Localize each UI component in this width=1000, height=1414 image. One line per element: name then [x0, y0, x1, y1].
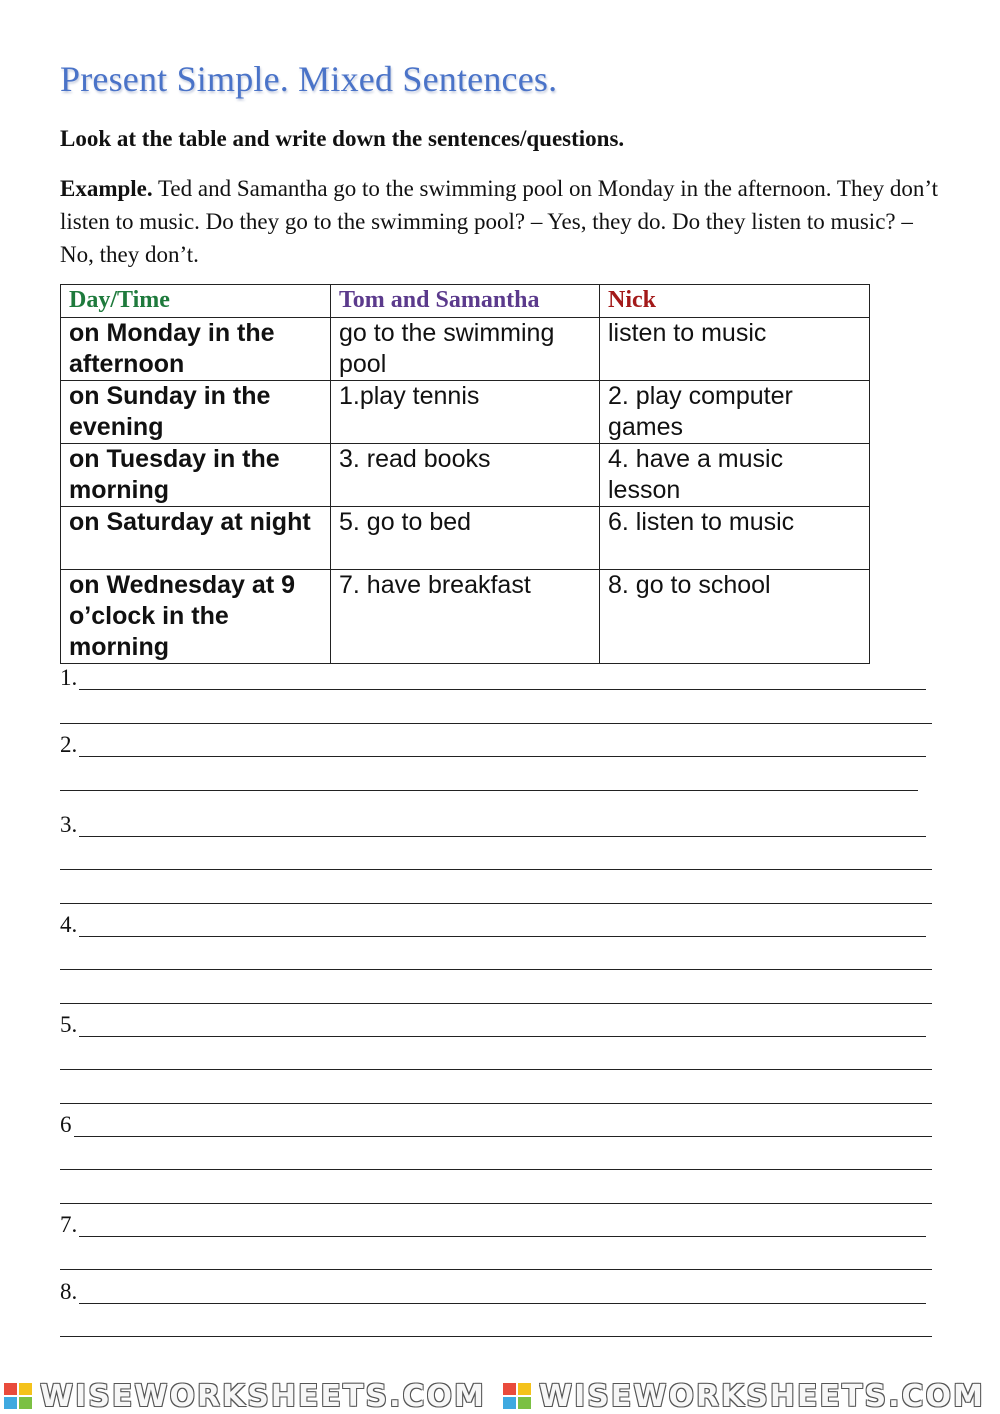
day-cell: on Saturday at night	[61, 507, 331, 570]
schedule-table	[60, 284, 870, 664]
answer-line-2[interactable]	[60, 733, 926, 757]
answer-line[interactable]	[60, 980, 932, 1004]
tom-samantha-cell: 5. go to bed	[331, 507, 600, 570]
answer-number: 6	[60, 1112, 72, 1137]
table-row	[61, 318, 870, 381]
day-cell: on Tuesday in the morning	[61, 444, 331, 507]
answer-line[interactable]	[60, 880, 932, 904]
table-row	[61, 507, 870, 570]
answer-line-7[interactable]	[60, 1213, 926, 1237]
answer-line[interactable]	[60, 846, 932, 870]
tom-samantha-cell: go to the swimming pool	[331, 318, 600, 381]
nick-cell: listen to music	[600, 318, 870, 381]
brand-name: WISEWORKSHEETS.COM	[539, 1379, 985, 1414]
example-paragraph	[60, 172, 940, 271]
answer-line[interactable]	[60, 1146, 932, 1170]
nick-cell: 4. have a music lesson	[600, 444, 870, 507]
header-nick: Nick	[600, 285, 870, 318]
answer-line[interactable]	[60, 700, 932, 724]
day-cell: on Sunday in the evening	[61, 381, 331, 444]
day-cell: on Monday in the afternoon	[61, 318, 331, 381]
answer-line[interactable]	[60, 946, 932, 970]
answer-number: 4.	[60, 912, 78, 937]
tom-samantha-cell: 7. have breakfast	[331, 570, 600, 664]
answer-line-5[interactable]	[60, 1013, 926, 1037]
answer-line[interactable]	[60, 1180, 932, 1204]
answer-line[interactable]	[60, 1046, 932, 1070]
nick-cell: 8. go to school	[600, 570, 870, 664]
table-row	[61, 381, 870, 444]
brand-logo	[503, 1379, 985, 1414]
day-cell: on Wednesday at 9 o’clock in the morning	[61, 570, 331, 664]
answer-number: 8.	[60, 1279, 78, 1304]
nick-cell: 6. listen to music	[600, 507, 870, 570]
answer-number: 7.	[60, 1212, 78, 1237]
answer-number: 3.	[60, 812, 78, 837]
header-tom-and-samantha: Tom and Samantha	[331, 285, 600, 318]
answer-line-6[interactable]	[60, 1113, 932, 1137]
nick-cell: 2. play computer games	[600, 381, 870, 444]
table-row	[61, 570, 870, 664]
footer-banner	[0, 1373, 1000, 1413]
brand-name: WISEWORKSHEETS.COM	[40, 1379, 486, 1414]
answer-number: 5.	[60, 1012, 78, 1037]
brand-logo	[4, 1379, 486, 1414]
brand-mark-icon	[503, 1383, 533, 1411]
instruction-text: Look at the table and write down the sentences/questions.	[60, 126, 625, 151]
header-day-time: Day/Time	[61, 285, 331, 318]
tom-samantha-cell: 1.play tennis	[331, 381, 600, 444]
table-header-row	[61, 285, 870, 318]
answer-line[interactable]	[60, 1246, 932, 1270]
example-text: Ted and Samantha go to the swimming pool on Monday in the afternoon. They don’t listen to music. Do they go to the swimming pool? – Yes, they do. Do they listen to music? – No, they don’t.	[60, 176, 939, 267]
table-row	[61, 444, 870, 507]
worksheet-title: Present Simple. Mixed Sentences.	[60, 59, 558, 99]
answer-line-3[interactable]	[60, 813, 926, 837]
answer-line[interactable]	[60, 1313, 932, 1337]
answer-number: 2.	[60, 732, 78, 757]
example-label: Example.	[60, 176, 153, 201]
answer-number: 1.	[60, 665, 78, 690]
brand-mark-icon	[4, 1383, 34, 1411]
answer-line-4[interactable]	[60, 913, 926, 937]
answer-line[interactable]	[60, 767, 918, 791]
answer-line-1[interactable]	[60, 666, 926, 690]
tom-samantha-cell: 3. read books	[331, 444, 600, 507]
answer-line-8[interactable]	[60, 1280, 926, 1304]
answer-line[interactable]	[60, 1080, 932, 1104]
